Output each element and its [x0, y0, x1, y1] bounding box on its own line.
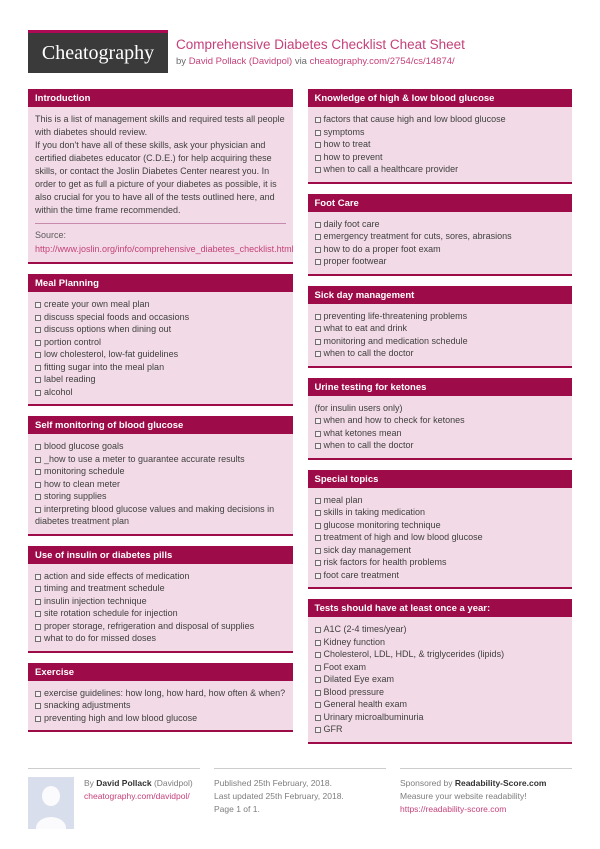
section-tests-should-have-at-least-once-a-year: [308, 599, 573, 744]
section-body: [308, 617, 573, 744]
checkbox-icon[interactable]: [315, 677, 321, 683]
checkbox-icon[interactable]: [315, 130, 321, 136]
checkbox-icon[interactable]: [35, 469, 41, 475]
section-title: Introduction: [28, 89, 293, 107]
item-label: discuss special foods and occasions: [44, 311, 190, 322]
checkbox-icon[interactable]: [315, 702, 321, 708]
section-body: [28, 681, 293, 733]
section-title: Foot Care: [308, 194, 573, 212]
footer-author-name: David Pollack: [96, 777, 152, 788]
section-use-of-insulin-or-diabetes-pills: [28, 546, 293, 653]
checklist-item: [35, 336, 286, 349]
section-title: Exercise: [28, 663, 293, 681]
avatar-head-icon: [42, 786, 60, 806]
checkbox-icon[interactable]: [35, 599, 41, 605]
section-title: Knowledge of high & low blood glucose: [308, 89, 573, 107]
note-item: [315, 402, 566, 415]
checklist-item: [315, 255, 566, 268]
byline-prefix: by: [176, 56, 187, 68]
section-self-monitoring-of-blood-glucose: [28, 416, 293, 536]
section-sick-day-management: [308, 286, 573, 368]
checkbox-icon[interactable]: [35, 390, 41, 396]
section-title: Meal Planning: [28, 274, 293, 292]
checkbox-icon[interactable]: [35, 574, 41, 580]
checkbox-icon[interactable]: [315, 690, 321, 696]
checklist-item: [315, 113, 566, 126]
checklist-item: [35, 311, 286, 324]
item-label: symptoms: [323, 126, 365, 137]
checklist-item: [35, 699, 286, 712]
checkbox-icon[interactable]: [315, 652, 321, 658]
checklist-item: [315, 243, 566, 256]
item-label: when to call the doctor: [323, 440, 414, 450]
checklist-item: [315, 439, 566, 452]
checklist-item: [35, 570, 286, 583]
checkbox-icon[interactable]: [35, 457, 41, 463]
checkbox-icon[interactable]: [315, 548, 321, 554]
item-label: timing and treatment schedule: [44, 583, 165, 593]
item-label: how to do a proper foot exam: [323, 243, 441, 254]
checkbox-icon[interactable]: [315, 573, 321, 579]
footer-sponsor-col: [400, 768, 572, 829]
checklist-item: [315, 414, 566, 427]
checklist-item: [35, 687, 286, 700]
item-label: skills in taking medication: [323, 507, 426, 517]
byline: [176, 56, 465, 67]
footer-profile-link[interactable]: cheatography.com/davidpol/: [84, 790, 190, 801]
item-label: factors that cause high and low blood glucose: [323, 114, 506, 124]
checkbox-icon[interactable]: [35, 482, 41, 488]
item-label: preventing life-threatening problems: [323, 310, 468, 321]
section-title: Use of insulin or diabetes pills: [28, 546, 293, 564]
footer-byline: [84, 777, 193, 790]
section-body: [28, 107, 293, 264]
checkbox-icon[interactable]: [35, 494, 41, 500]
section-title: Urine testing for ketones: [308, 378, 573, 396]
paragraph: This is a list of management skills and required tests all people with diabetes should review.: [35, 114, 285, 137]
item-label: daily foot care: [323, 218, 380, 229]
checkbox-icon[interactable]: [315, 443, 321, 449]
author-link[interactable]: David Pollack (Davidpol): [188, 56, 293, 68]
checklist-item: [315, 506, 566, 519]
item-label: risk factors for health problems: [323, 557, 447, 567]
item-label: how to clean meter: [44, 478, 121, 489]
section-body: [308, 488, 573, 590]
checklist-item: [315, 138, 566, 151]
checklist-item: [315, 230, 566, 243]
item-label: storing supplies: [44, 491, 107, 501]
checklist-item: [35, 465, 286, 478]
section-title: Sick day management: [308, 286, 573, 304]
checkbox-icon[interactable]: [315, 665, 321, 671]
item-label: A1C (2-4 times/year): [323, 624, 407, 634]
checkbox-icon[interactable]: [315, 247, 321, 253]
section-body: [28, 564, 293, 653]
checkbox-icon[interactable]: [315, 640, 321, 646]
checklist-item: [35, 582, 286, 595]
page-footer: [28, 768, 572, 829]
item-label: blood glucose goals: [44, 441, 124, 451]
section-meal-planning: [28, 274, 293, 406]
checklist-item: [315, 519, 566, 532]
checkbox-icon[interactable]: [315, 715, 321, 721]
checklist-item: [315, 335, 566, 348]
checklist-item: [315, 427, 566, 440]
sponsor-line: [400, 777, 572, 790]
checklist-item: [315, 661, 566, 674]
paragraph: If you don't have all of these skills, ask your physician and certified diabetes educator (C.D.E.) for help acquiring these skills, or contact the Joslin Diabetes Center nearest you. In order to get as full a picture of your diabetes as possible, it is also crucial for you to have all of the tests outlined here, and within the time frame recommended.: [35, 140, 277, 215]
item-label: General health exam: [323, 699, 408, 709]
checklist-item: [315, 218, 566, 231]
section-body: [308, 304, 573, 368]
checklist-item: [315, 544, 566, 557]
page-title: Comprehensive Diabetes Checklist Cheat Sheet: [176, 37, 465, 52]
published-date: Published 25th February, 2018.: [214, 777, 332, 788]
checkbox-icon[interactable]: [35, 691, 41, 697]
checkbox-icon[interactable]: [315, 222, 321, 228]
footer-author-handle: (Davidpol): [153, 777, 193, 788]
checklist-item: [35, 361, 286, 374]
item-label: Cholesterol, LDL, HDL, & triglycerides (lipids): [323, 649, 505, 659]
checkbox-icon[interactable]: [315, 627, 321, 633]
item-label: what ketones mean: [323, 427, 402, 438]
footer-author-text: [84, 777, 193, 829]
checklist-item: [35, 440, 286, 453]
section-introduction: [28, 89, 293, 264]
item-label: _how to use a meter to guarantee accurate results: [44, 453, 245, 464]
section-body: [28, 292, 293, 406]
section-urine-testing-for-ketones: [308, 378, 573, 460]
item-label: meal plan: [323, 494, 363, 505]
item-label: portion control: [44, 336, 102, 347]
checkbox-icon[interactable]: [315, 155, 321, 161]
item-label: how to treat: [323, 139, 371, 149]
checklist-item: [35, 595, 286, 608]
header-text-block: [176, 30, 465, 67]
checklist-item: [315, 322, 566, 335]
section-body: [308, 212, 573, 276]
checkbox-icon[interactable]: [315, 498, 321, 504]
item-label: when and how to check for ketones: [323, 415, 465, 425]
item-label: emergency treatment for cuts, sores, abrasions: [323, 231, 512, 241]
checklist-item: [35, 503, 286, 528]
item-label: how to prevent: [323, 151, 383, 162]
checklist-item: [315, 310, 566, 323]
sponsor-name: Readability-Score.com: [454, 777, 547, 788]
sheet-url-link[interactable]: cheatography.com/2754/cs/14874/: [309, 56, 455, 68]
item-label: treatment of high and low blood glucose: [323, 532, 483, 542]
checkbox-icon[interactable]: [35, 611, 41, 617]
section-title: Tests should have at least once a year:: [308, 599, 573, 617]
checklist-item: [315, 347, 566, 360]
checklist-item: [315, 569, 566, 582]
column-right: [308, 89, 573, 754]
checkbox-icon[interactable]: [315, 727, 321, 733]
checkbox-icon[interactable]: [35, 507, 41, 513]
item-label: site rotation schedule for injection: [44, 608, 178, 618]
item-label: monitoring and medication schedule: [323, 335, 468, 346]
checklist-item: [315, 556, 566, 569]
logo-text: Cheatography: [41, 41, 155, 64]
cheatography-logo[interactable]: [28, 30, 168, 73]
checkbox-icon[interactable]: [35, 302, 41, 308]
avatar-body-icon: [36, 817, 66, 829]
source-link[interactable]: http://www.joslin.org/info/comprehensive_diabetes_checklist.html: [35, 244, 294, 254]
section-title: Self monitoring of blood glucose: [28, 416, 293, 434]
footer-by-prefix: By: [84, 777, 94, 788]
section-body: [28, 434, 293, 536]
checklist-item: [315, 494, 566, 507]
page-header: [28, 30, 572, 73]
checkbox-icon[interactable]: [315, 418, 321, 424]
item-label: create your own meal plan: [44, 299, 150, 309]
checkbox-icon[interactable]: [35, 716, 41, 722]
item-label: (for insulin users only): [314, 402, 403, 413]
item-label: insulin injection technique: [44, 595, 147, 606]
checkbox-icon[interactable]: [315, 117, 321, 123]
item-label: when to call a healthcare provider: [323, 164, 459, 174]
checklist-item: [35, 298, 286, 311]
item-label: proper storage, refrigeration and disposal of supplies: [44, 620, 255, 631]
source-block: [35, 223, 294, 256]
checkbox-icon[interactable]: [35, 377, 41, 383]
item-label: Dilated Eye exam: [323, 674, 395, 684]
footer-meta-col: [214, 768, 386, 829]
item-label: alcohol: [44, 386, 73, 397]
checklist-item: [315, 648, 566, 661]
avatar: [28, 777, 74, 829]
item-label: Urinary microalbuminuria: [323, 711, 424, 722]
item-label: Kidney function: [323, 636, 386, 647]
item-label: action and side effects of medication: [44, 570, 190, 581]
checkbox-icon[interactable]: [315, 535, 321, 541]
source-label: Source:: [35, 230, 67, 240]
checklist-item: [35, 490, 286, 503]
checkbox-icon[interactable]: [35, 444, 41, 450]
section-body: [308, 107, 573, 184]
item-label: fitting sugar into the meal plan: [44, 361, 165, 372]
checklist-item: [35, 632, 286, 645]
checklist-item: [315, 531, 566, 544]
checklist-item: [35, 453, 286, 466]
checklist-item: [35, 386, 286, 399]
checklist-item: [315, 126, 566, 139]
footer-author-col: [28, 768, 200, 829]
checklist-item: [315, 686, 566, 699]
checkbox-icon[interactable]: [35, 352, 41, 358]
checkbox-icon[interactable]: [315, 167, 321, 173]
item-label: what to do for missed doses: [44, 633, 157, 643]
checkbox-icon[interactable]: [35, 315, 41, 321]
item-label: glucose monitoring technique: [323, 519, 441, 530]
sponsor-tagline: Measure your website readability!: [400, 790, 527, 801]
checklist-item: [35, 712, 286, 725]
item-label: sick day management: [323, 544, 412, 555]
item-label: exercise guidelines: how long, how hard, how often & when?: [44, 687, 286, 698]
page-number: Page 1 of 1.: [214, 803, 260, 814]
checkbox-icon[interactable]: [315, 523, 321, 529]
checkbox-icon[interactable]: [315, 560, 321, 566]
item-label: low cholesterol, low-fat guidelines: [44, 349, 179, 359]
checklist-item: [315, 636, 566, 649]
checklist-item: [315, 698, 566, 711]
checklist-item: [35, 607, 286, 620]
checklist-item: [315, 711, 566, 724]
checklist-item: [35, 373, 286, 386]
item-label: Blood pressure: [323, 686, 385, 697]
via-text: via: [294, 56, 307, 68]
checkbox-icon[interactable]: [315, 431, 321, 437]
checkbox-icon[interactable]: [35, 340, 41, 346]
checklist-item: [35, 323, 286, 336]
section-knowledge-of-high-low-blood-glucose: [308, 89, 573, 184]
section-exercise: [28, 663, 293, 733]
item-label: proper footwear: [323, 256, 387, 266]
item-label: preventing high and low blood glucose: [44, 712, 198, 723]
column-left: [28, 89, 293, 754]
checkbox-icon[interactable]: [315, 142, 321, 148]
checkbox-icon[interactable]: [315, 259, 321, 265]
checklist-item: [315, 723, 566, 736]
checkbox-icon[interactable]: [35, 586, 41, 592]
checkbox-icon[interactable]: [35, 327, 41, 333]
checklist-item: [315, 163, 566, 176]
checkbox-icon[interactable]: [315, 351, 321, 357]
item-label: Foot exam: [323, 661, 367, 672]
item-label: foot care treatment: [323, 569, 400, 580]
checkbox-icon[interactable]: [315, 314, 321, 320]
item-label: snacking adjustments: [44, 700, 131, 710]
sponsor-link[interactable]: https://readability-score.com: [400, 803, 507, 814]
checklist-item: [315, 151, 566, 164]
item-label: discuss options when dining out: [44, 324, 172, 334]
section-foot-care: [308, 194, 573, 276]
item-label: monitoring schedule: [44, 466, 125, 476]
section-special-topics: [308, 470, 573, 590]
checkbox-icon[interactable]: [35, 624, 41, 630]
checkbox-icon[interactable]: [315, 234, 321, 240]
section-title: Special topics: [308, 470, 573, 488]
item-label: when to call the doctor: [323, 348, 414, 358]
checkbox-icon[interactable]: [315, 339, 321, 345]
updated-date: Last updated 25th February, 2018.: [214, 790, 344, 801]
checkbox-icon[interactable]: [35, 365, 41, 371]
checkbox-icon[interactable]: [35, 636, 41, 642]
item-label: interpreting blood glucose values and making decisions in diabetes treatment plan: [35, 503, 275, 526]
checklist-item: [35, 620, 286, 633]
checklist-item: [315, 623, 566, 636]
checklist-item: [35, 478, 286, 491]
content-area: [28, 89, 572, 754]
checklist-item: [35, 348, 286, 361]
checklist-item: [315, 673, 566, 686]
checkbox-icon[interactable]: [315, 510, 321, 516]
checkbox-icon[interactable]: [35, 703, 41, 709]
item-label: label reading: [44, 374, 96, 384]
checkbox-icon[interactable]: [315, 326, 321, 332]
item-label: what to eat and drink: [323, 323, 408, 333]
section-body: [308, 396, 573, 460]
sponsor-prefix: Sponsored by: [400, 777, 453, 788]
item-label: GFR: [323, 724, 343, 734]
